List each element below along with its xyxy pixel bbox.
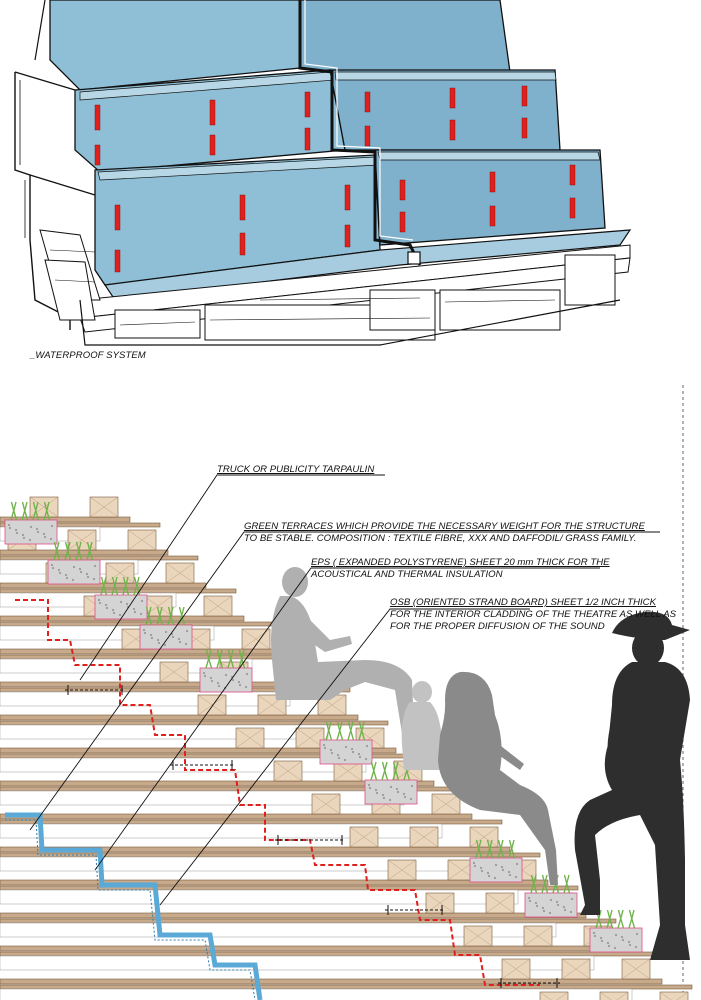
waterproof-system-caption: _WATERPROOF SYSTEM <box>30 350 146 361</box>
planter <box>590 910 642 952</box>
callout-osb-line3: FOR THE PROPER DIFFUSION OF THE SOUND <box>390 621 605 632</box>
callout-eps <box>311 557 610 581</box>
callout-eps-line2: ACOUSTICAL AND THERMAL INSULATION <box>311 569 503 580</box>
callout-tarpaulin <box>217 464 374 476</box>
callout-green-terraces-line1: GREEN TERRACES WHICH PROVIDE THE NECESSARY WEIGHT FOR THE STRUCTURE <box>244 521 645 532</box>
callout-green-terraces <box>244 521 645 545</box>
callout-tarpaulin-line1: TRUCK OR PUBLICITY TARPAULIN <box>217 464 375 475</box>
callout-osb <box>390 597 676 633</box>
tarpaulin-membrane <box>5 815 260 1000</box>
callout-green-terraces-line2: TO BE STABLE. COMPOSITION : TEXTILE FIBRE, XXX AND DAFFODIL/ GRASS FAMILY. <box>244 533 637 544</box>
waterproof-system-view <box>15 0 630 345</box>
silhouette-man-cowboy <box>575 612 690 960</box>
callout-osb-line2: FOR THE INTERIOR CLADDING OF THE THEATRE AS WELL AS <box>390 609 677 620</box>
section-view <box>0 385 701 1000</box>
callout-osb-line1: OSB (ORIENTED STRAND BOARD) SHEET 1/2 INCH THICK <box>390 597 656 608</box>
callout-eps-line1: EPS ( EXPANDED POLYSTYRENE) SHEET 20 mm THICK FOR THE <box>311 557 610 568</box>
